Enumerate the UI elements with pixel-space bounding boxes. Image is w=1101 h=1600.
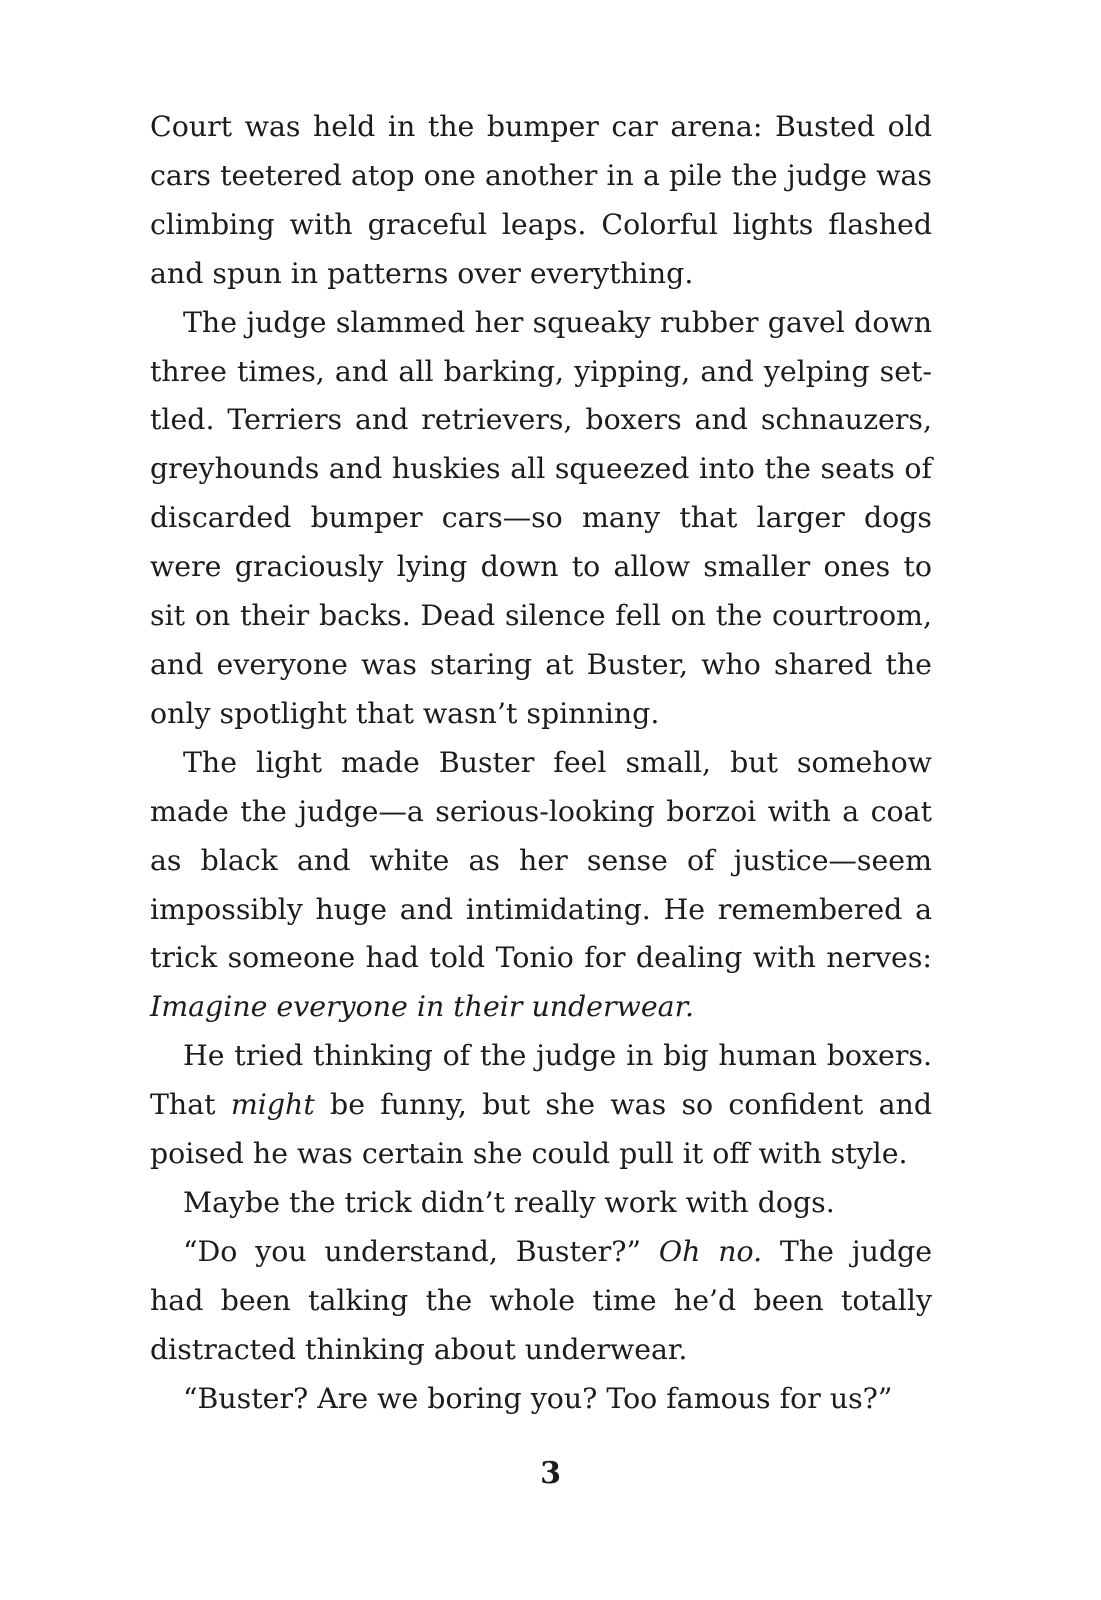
paragraph [150,1375,932,1424]
paragraph-text: Court was held in the bumper car arena: Busted old cars teetered atop one another in a pile the judge was climbing with graceful leaps. Colorful lights flashed and spun in patterns over everything. [150,110,932,290]
paragraph [150,1228,932,1375]
paragraph-text: Maybe the trick didn’t really work with dogs. [183,1185,835,1219]
paragraph-text: be funny, but she was so confident and poised he was certain she could pull it off with style. [150,1088,932,1171]
paragraph [150,1179,932,1228]
paragraph-text: The judge slammed her squeaky rubber gavel down three times, and all barking, yipping, and yelping settled. Terriers and retrievers, boxers and schnauzers, greyhounds and huskies all squeezed into the seats of discarded bumper cars—so many that larger dogs were graciously lying down to allow smaller ones to sit on their backs. Dead silence fell on the courtroom, and everyone was staring at Buster, who shared the only spotlight that wasn’t spinning. [150,305,932,730]
paragraph [150,1032,932,1179]
paragraph [150,739,932,1032]
italic-text: Imagine everyone in their underwear. [150,990,695,1024]
page-number: 3 [540,1456,561,1491]
paragraph-text: The light made Buster feel small, but somehow made the judge—a serious-looking borzoi with a coat as black and white as her sense of justice—seem impossibly huge and intimidating. He remembered a trick someone had told Tonio for dealing with nerves: [150,745,932,975]
paragraph-text: The judge had been talking the whole time he’d been totally distracted thinking about underwear. [150,1234,933,1366]
paragraph-text: He tried thinking of the judge in big human boxers. That [150,1039,932,1122]
page-body [150,103,932,1423]
paragraph-text: “Do you understand, Buster?” [183,1234,659,1268]
italic-text: might [230,1088,315,1122]
italic-text: Oh no. [658,1234,763,1268]
paragraph [150,299,932,739]
paragraph-text: “Buster? Are we boring you? Too famous for us?” [183,1381,893,1415]
paragraph [150,103,932,299]
